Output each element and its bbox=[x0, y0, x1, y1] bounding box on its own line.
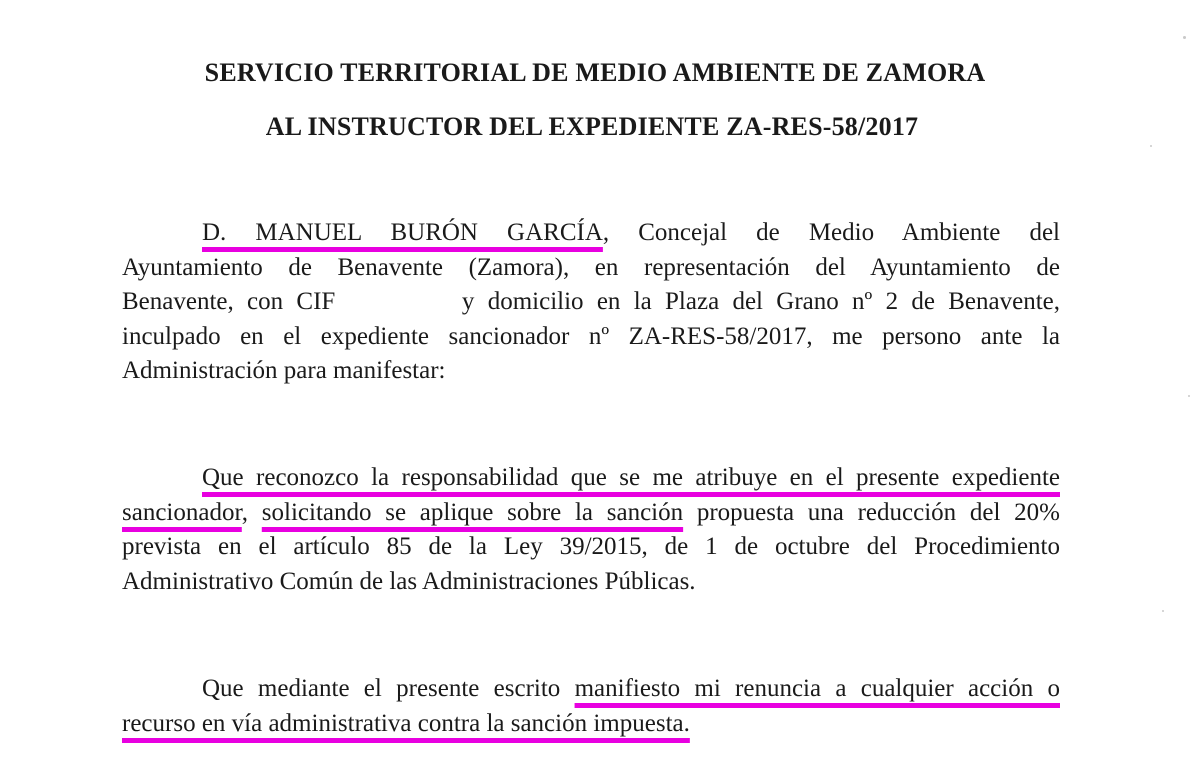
text-span: y domicilio en la Plaza del Grano nº 2 de Benavente, bbox=[461, 288, 1061, 315]
text-span: , bbox=[241, 498, 249, 526]
paragraph-line: inculpado en el expediente sancionador nº ZA-RES-58/2017, me persono ante la bbox=[122, 322, 1060, 350]
text-span: Que mediante el presente escrito bbox=[202, 675, 561, 702]
highlighted-request: solicitando se aplique sobre la sanción bbox=[261, 498, 684, 526]
paragraph-identification bbox=[122, 216, 1060, 389]
highlighted-name: D. MANUEL BURÓN GARCÍA bbox=[202, 219, 603, 246]
highlighted-sancionador: sancionador bbox=[122, 498, 242, 526]
scan-speck bbox=[1150, 145, 1152, 147]
highlighted-waiver: manifiesto mi renuncia a cualquier acción o bbox=[574, 675, 1060, 702]
paragraph-waiver bbox=[122, 672, 1060, 741]
paragraph-line: Administrativo Común de las Administraciones Públicas. bbox=[122, 567, 696, 595]
highlighted-waiver-continued: recurso en vía administrativa contra la sanción impuesta. bbox=[122, 709, 690, 737]
document-heading-instructor: AL INSTRUCTOR DEL EXPEDIENTE ZA-RES-58/2017 bbox=[265, 112, 919, 141]
paragraph-line: Administración para manifestar: bbox=[122, 357, 446, 384]
paragraph-line bbox=[122, 216, 1060, 251]
document-heading-service: SERVICIO TERRITORIAL DE MEDIO AMBIENTE DE ZAMORA bbox=[204, 58, 986, 87]
paragraph-acknowledgement bbox=[122, 461, 1060, 599]
scan-speck bbox=[1188, 395, 1190, 397]
scan-speck bbox=[1162, 610, 1164, 612]
paragraph-line: Ayuntamiento de Benavente (Zamora), en representación del Ayuntamiento de bbox=[122, 253, 1060, 281]
paragraph-line bbox=[122, 672, 1060, 707]
highlighted-acknowledgement: Que reconozco la responsabilidad que se me atribuye en el presente expediente bbox=[202, 464, 1060, 491]
paragraph-line: prevista en el artículo 85 de la Ley 39/2015, de 1 de octubre del Procedimiento bbox=[122, 533, 1060, 560]
paragraph-line bbox=[122, 707, 1060, 742]
paragraph-line bbox=[122, 285, 1060, 320]
paragraph-line bbox=[122, 461, 1060, 496]
text-span: propuesta una reducción del 20% bbox=[696, 498, 1061, 526]
text-span: Benavente, con CIF bbox=[122, 288, 336, 315]
paragraph-line bbox=[122, 496, 1060, 531]
scan-speck bbox=[1183, 36, 1186, 39]
text-span: , Concejal de Medio Ambiente del bbox=[602, 219, 1060, 246]
